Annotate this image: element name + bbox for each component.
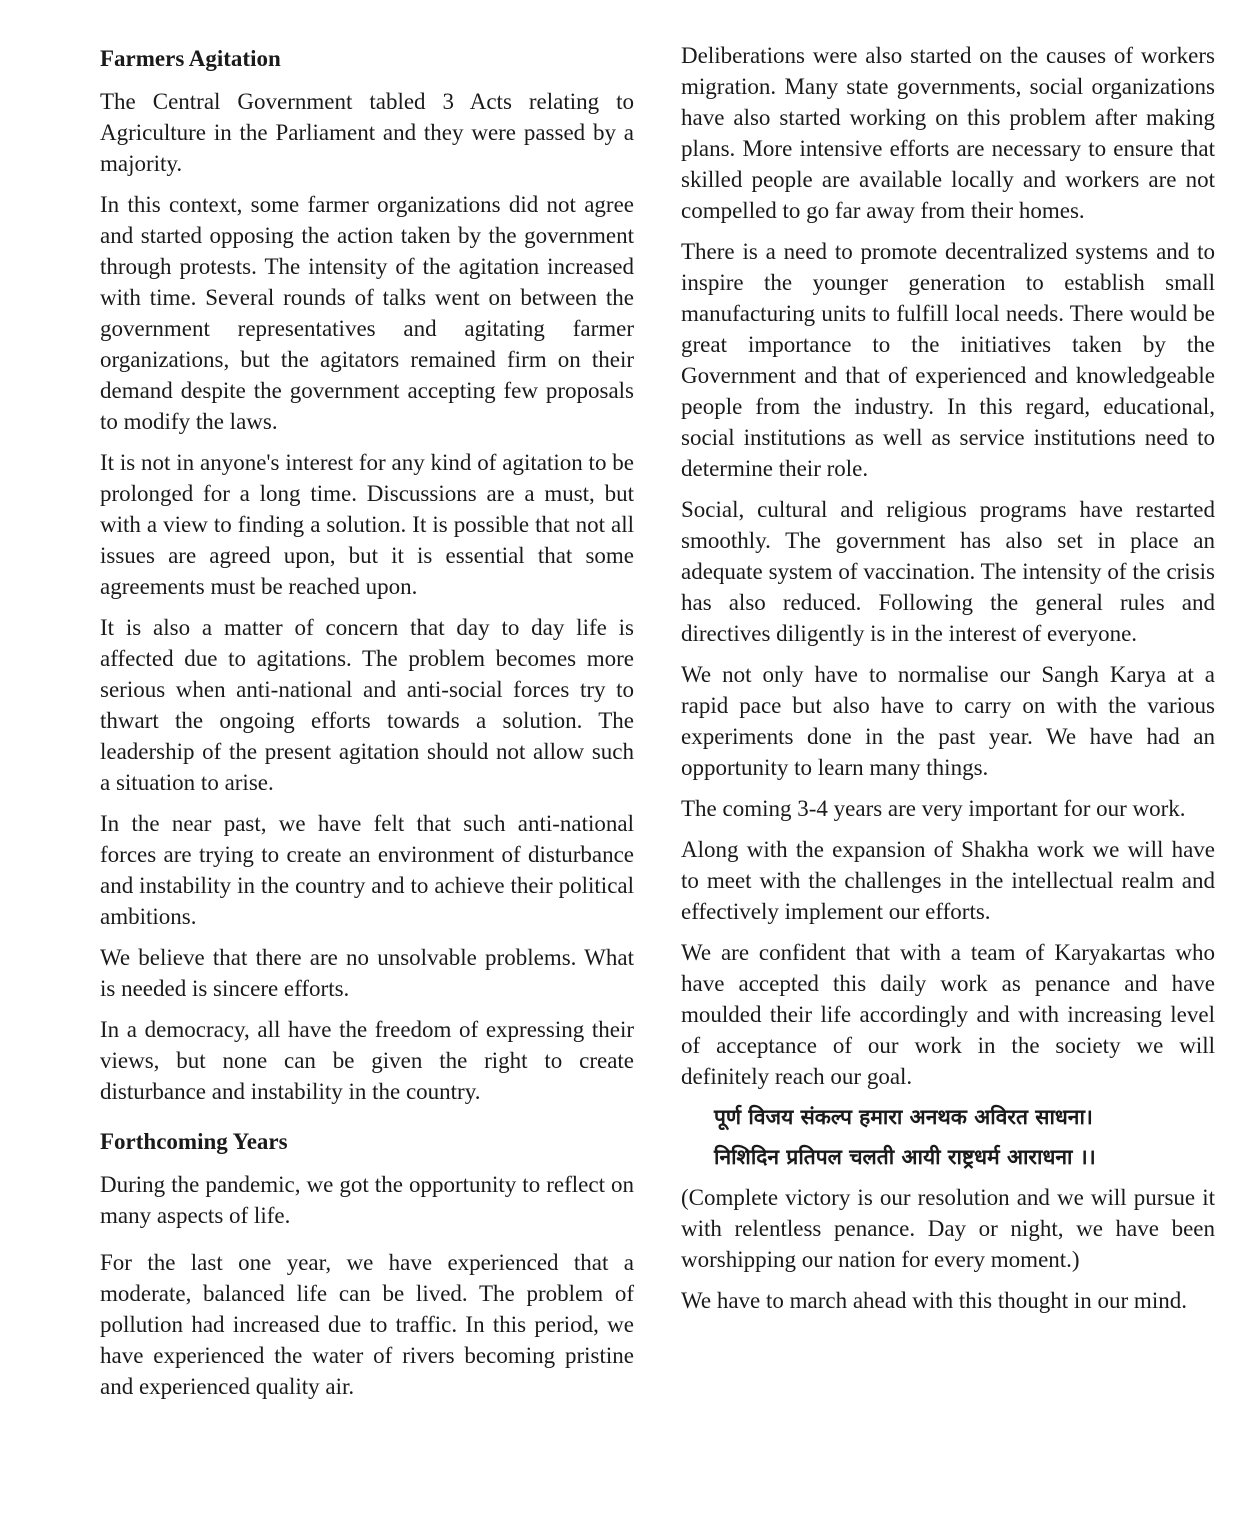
right-column xyxy=(681,40,1215,1326)
paragraph: Deliberations were also started on the causes of workers migration. Many state governments, social organizations have also started working on this problem after making plans. More intensive efforts are necessary to ensure that skilled people are available locally and workers are not compelled to go far away from their homes. xyxy=(681,43,1215,223)
paragraph: The coming 3-4 years are very important for our work. xyxy=(681,796,1186,821)
verse-line-2: निशिदिन प्रतिपल चलती आयी राष्ट्रधर्म आराधना ।। xyxy=(714,1145,1096,1169)
paragraph: For the last one year, we have experienced that a moderate, balanced life can be lived. The problem of pollution had increased due to traffic. In this period, we have experienced the water of rivers becoming pristine and experienced quality air. xyxy=(100,1250,634,1399)
paragraph: In a democracy, all have the freedom of expressing their views, but none can be given the right to create disturbance and instability in the country. xyxy=(100,1017,634,1104)
paragraph: It is not in anyone's interest for any kind of agitation to be prolonged for a long time. Discussions are a must, but with a view to finding a solution. It is possible that not all issues are agreed upon, but it is essential that some agreements must be reached upon. xyxy=(100,450,634,599)
paragraph: Social, cultural and religious programs have restarted smoothly. The government has also set in place an adequate system of vaccination. The intensity of the crisis has also reduced. Following the general rules and directives diligently is in the interest of everyone. xyxy=(681,497,1215,646)
paragraph: During the pandemic, we got the opportunity to reflect on many aspects of life. xyxy=(100,1172,634,1228)
section-heading-forthcoming-years: Forthcoming Years xyxy=(100,1129,288,1154)
verse-translation: (Complete victory is our resolution and we will pursue it with relentless penance. Day or night, we have been worshipping our nation for every moment.) xyxy=(681,1185,1215,1272)
left-column xyxy=(100,40,634,1412)
paragraph: We have to march ahead with this thought in our mind. xyxy=(681,1288,1187,1313)
verse-line-1: पूर्ण विजय संकल्प हमारा अनथक अविरत साधना। xyxy=(714,1105,1093,1129)
paragraph: Along with the expansion of Shakha work we will have to meet with the challenges in the intellectual realm and effectively implement our efforts. xyxy=(681,837,1215,924)
paragraph: We believe that there are no unsolvable problems. What is needed is sincere efforts. xyxy=(100,945,634,1001)
paragraph: The Central Government tabled 3 Acts relating to Agriculture in the Parliament and they were passed by a majority. xyxy=(100,89,634,176)
paragraph: There is a need to promote decentralized systems and to inspire the younger generation to establish small manufacturing units to fulfill local needs. There would be great importance to the initiatives taken by the Government and that of experienced and knowledgeable people from the industry. In this regard, educational, social institutions as well as service institutions need to determine their role. xyxy=(681,239,1215,481)
section-heading-farmers-agitation: Farmers Agitation xyxy=(100,46,281,71)
paragraph: We not only have to normalise our Sangh Karya at a rapid pace but also have to carry on with the various experiments done in the past year. We have had an opportunity to learn many things. xyxy=(681,662,1215,780)
paragraph: In the near past, we have felt that such anti-national forces are trying to create an environment of disturbance and instability in the country and to achieve their political ambitions. xyxy=(100,811,634,929)
paragraph: We are confident that with a team of Karyakartas who have accepted this daily work as penance and have moulded their life accordingly and with increasing level of acceptance of our work in the society we will definitely reach our goal. xyxy=(681,940,1215,1089)
paragraph: It is also a matter of concern that day to day life is affected due to agitations. The problem becomes more serious when anti-national and anti-social forces try to thwart the ongoing efforts towards a solution. The leadership of the present agitation should not allow such a situation to arise. xyxy=(100,615,634,795)
paragraph: In this context, some farmer organizations did not agree and started opposing the action taken by the government through protests. The intensity of the agitation increased with time. Several rounds of talks went on between the government representatives and agitating farmer organizations, but the agitators remained firm on their demand despite the government accepting few proposals to modify the laws. xyxy=(100,192,634,434)
